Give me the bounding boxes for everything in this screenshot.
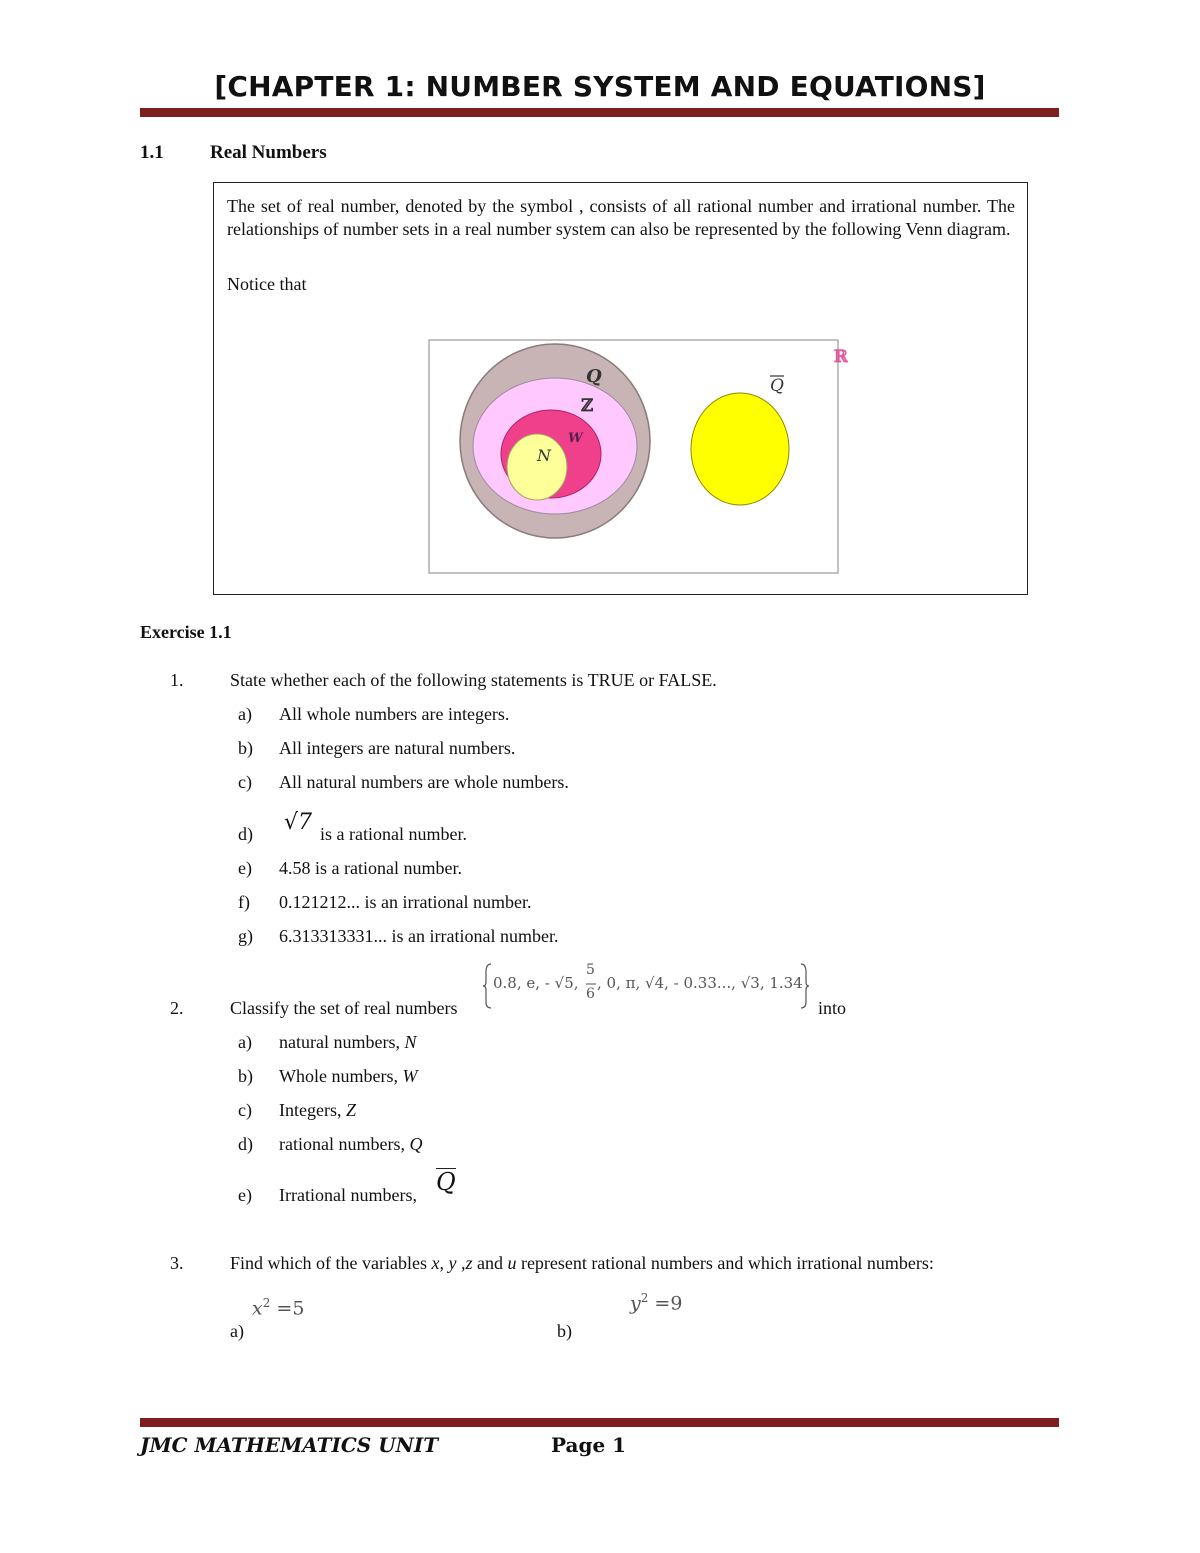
q1c-text: All natural numbers are whole numbers.	[279, 772, 569, 792]
q2d-item	[279, 1134, 422, 1155]
q2a-text: natural numbers,	[279, 1032, 400, 1052]
q1g-text: 6.313313331... is an irrational number.	[279, 926, 559, 946]
q3b-rhs: =9	[654, 1292, 683, 1315]
venn-label-Q: Q	[586, 366, 602, 387]
q2b-letter: b)	[238, 1066, 253, 1086]
q1c-letter: c)	[238, 772, 252, 792]
q3-number: 3.	[170, 1253, 184, 1273]
footer-page-number: Page 1	[551, 1433, 627, 1457]
set-part-2: , 0, π, √4, - 0.33..., √3, 1.34	[597, 974, 803, 992]
venn-label-Qbar: Q	[770, 376, 784, 396]
q2a-letter: a)	[238, 1032, 252, 1052]
q2-into: into	[818, 998, 847, 1018]
q2b-text: Whole numbers,	[279, 1066, 398, 1086]
q3a-lhs: x	[252, 1297, 263, 1320]
q3-text-b: and	[472, 1253, 508, 1273]
venn-label-N: N	[537, 446, 551, 465]
q3a-exponent: 2	[262, 1296, 271, 1310]
q1d-sqrt7: √7	[284, 810, 313, 835]
q2b-item	[279, 1066, 417, 1087]
q2e-text: Irrational numbers,	[279, 1185, 417, 1205]
q3a-letter: a)	[230, 1321, 244, 1341]
q2b-symbol: W	[402, 1066, 418, 1086]
q3-text-a: Find which of the variables	[230, 1253, 432, 1273]
q2d-symbol: Q	[409, 1134, 423, 1154]
q2-text: Classify the set of real numbers	[230, 998, 458, 1018]
header-rule	[140, 108, 1059, 117]
section-title: Real Numbers	[210, 142, 327, 163]
q1b-text: All integers are natural numbers.	[279, 738, 516, 758]
q3b-exponent: 2	[640, 1291, 649, 1305]
q1a-letter: a)	[238, 704, 252, 724]
venn-diagram	[428, 338, 848, 578]
page-header-title: [CHAPTER 1: NUMBER SYSTEM AND EQUATIONS]	[214, 70, 986, 103]
footer-unit-name: JMC MATHEMATICS UNIT	[140, 1433, 439, 1457]
q2d-text: rational numbers,	[279, 1134, 405, 1154]
q3a-equation	[252, 1296, 304, 1319]
footer-rule	[140, 1418, 1059, 1427]
q1e-letter: e)	[238, 858, 252, 878]
q2e-qbar-symbol: Q	[436, 1168, 456, 1196]
venn-natural-set	[507, 434, 567, 500]
q3a-rhs: =5	[276, 1297, 305, 1320]
q1f-text: 0.121212... is an irrational number.	[279, 892, 532, 912]
q1a-text: All whole numbers are integers.	[279, 704, 510, 724]
q3-vars: x, y ,z	[431, 1253, 473, 1273]
q2c-item	[279, 1100, 356, 1121]
q3b-equation	[630, 1291, 682, 1314]
q3b-letter: b)	[557, 1321, 572, 1341]
notice-text: Notice that	[227, 274, 307, 294]
q3-var-u: u	[507, 1253, 517, 1273]
q3-text	[230, 1253, 934, 1274]
q1d-text: is a rational number.	[320, 824, 467, 844]
section-number: 1.1	[140, 142, 164, 163]
q1g-letter: g)	[238, 926, 253, 946]
q2e-letter: e)	[238, 1185, 252, 1205]
q2a-symbol: N	[404, 1032, 417, 1052]
set-fraction-numerator: 5	[586, 962, 595, 978]
q1b-letter: b)	[238, 738, 253, 758]
q2a-item	[279, 1032, 416, 1053]
q2c-symbol: Z	[345, 1100, 356, 1120]
q2d-letter: d)	[238, 1134, 253, 1154]
set-part-1: 0.8, e, - √5,	[493, 974, 579, 992]
exercise-title: Exercise 1.1	[140, 622, 232, 642]
q3-text-c: represent rational numbers and which irrational numbers:	[516, 1253, 934, 1273]
q3b-lhs: y	[630, 1292, 641, 1315]
q2-number: 2.	[170, 998, 184, 1018]
set-fraction-denominator: 6	[586, 986, 595, 1002]
q2c-letter: c)	[238, 1100, 252, 1120]
q2c-text: Integers,	[279, 1100, 342, 1120]
venn-label-R: ℝ	[833, 347, 848, 367]
intro-paragraph: The set of real number, denoted by the symbol , consists of all rational number and irrational number. The relationships of number sets in a real number system can also be represented by the following Venn diagram.	[227, 196, 1015, 239]
q1-number: 1.	[170, 670, 184, 690]
q1f-letter: f)	[238, 892, 250, 912]
venn-label-W: W	[568, 431, 583, 446]
venn-label-Z: ℤ	[581, 396, 594, 416]
q1-text: State whether each of the following statements is TRUE or FALSE.	[230, 670, 717, 690]
q2-real-number-set	[483, 960, 811, 1012]
q1e-text: 4.58 is a rational number.	[279, 858, 462, 878]
venn-irrational-set	[691, 393, 789, 505]
q1d-letter: d)	[238, 824, 253, 844]
